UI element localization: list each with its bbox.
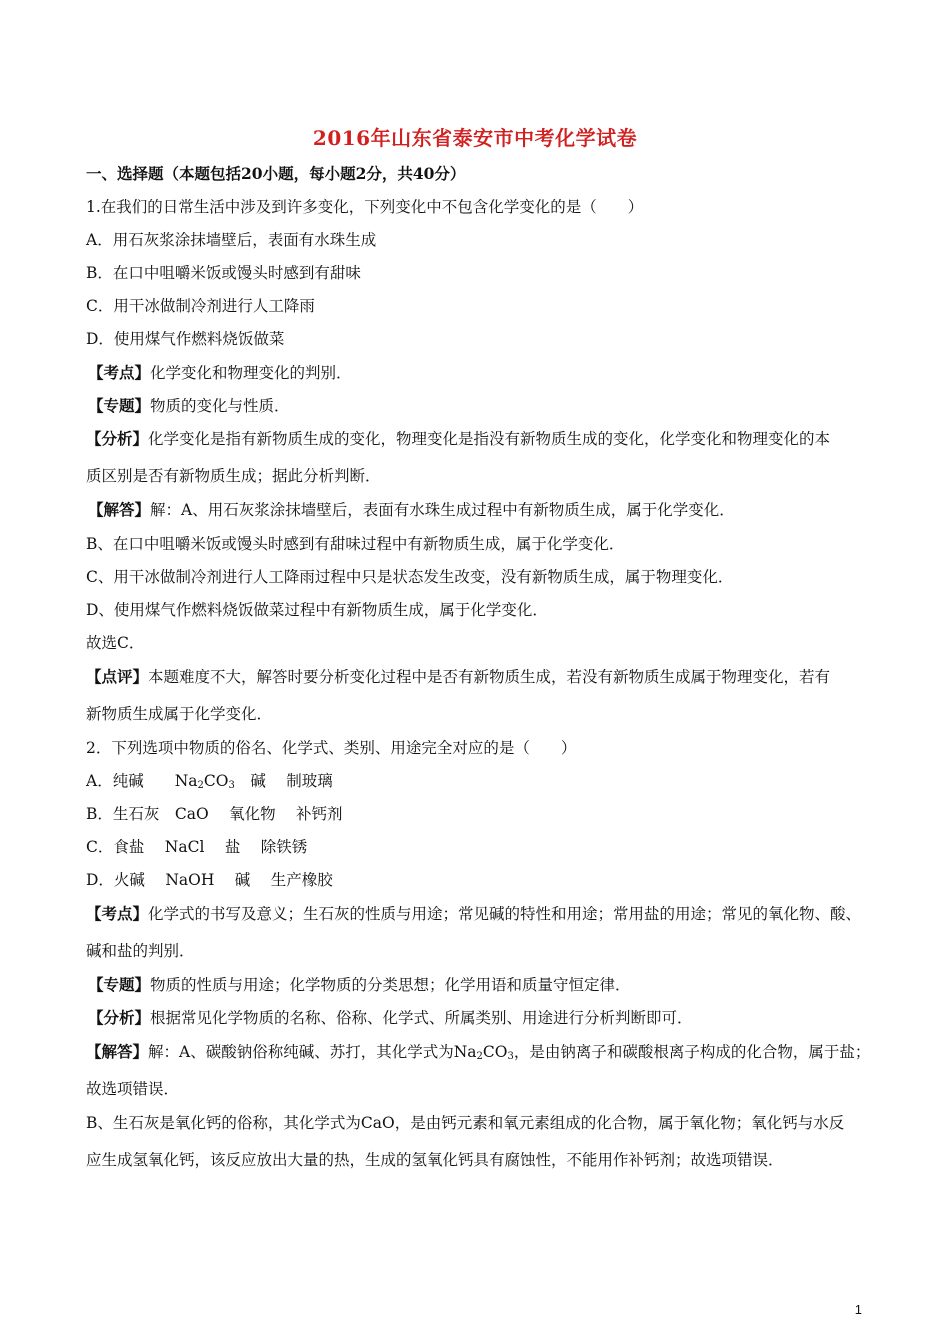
q2-jieda — [86, 1041, 870, 1068]
q2-kaodian — [86, 903, 861, 925]
q2-jieda-b: B、生石灰是氧化钙的俗称，其化学式为CaO，是由钙元素和氧元素组成的化合物，属于氧化物；氧化钙与水反 — [86, 1114, 845, 1132]
section-heading: 一、选择题（本题包括20小题，每小题2分，共40分） — [86, 164, 466, 183]
q1-fenxi-cont: 质区别是否有新物质生成；据此分析判断． — [86, 467, 381, 485]
q2-zhuanti — [88, 974, 631, 996]
jieda-tag: 【解答】 — [86, 1042, 149, 1061]
exam-title: 2016年山东省泰安市中考化学试卷 — [312, 126, 638, 150]
jieda-rest: ，是由钠离子和碳酸根离子构成的化合物，属于盐； — [513, 1043, 871, 1061]
jieda-tag: 【解答】 — [88, 500, 151, 519]
jieda-text: 解：A、用石灰浆涂抹墙壁后，表面有水珠生成过程中有新物质生成，属于化学变化． — [150, 501, 735, 519]
q1-answer: 故选C． — [86, 634, 145, 652]
dianping-tag: 【点评】 — [86, 667, 149, 686]
q1-jieda-b: B、在口中咀嚼米饭或馒头时感到有甜味过程中有新物质生成，属于化学变化． — [86, 535, 625, 553]
q1-stem: 1.在我们的日常生活中涉及到许多变化，下列变化中不包含化学变化的是（ ） — [86, 198, 644, 216]
zhuanti-text: 物质的变化与性质． — [150, 397, 290, 415]
q1-kaodian — [88, 362, 352, 384]
q1-option-a: A．用石灰浆涂抹墙壁后，表面有水珠生成 — [86, 231, 377, 249]
kaodian-tag: 【考点】 — [88, 363, 151, 382]
q2-option-a-formula: CO — [203, 772, 229, 790]
kaodian-text: 化学式的书写及意义；生石灰的性质与用途；常见碱的特性和用途；常用盐的用途；常见的氧化物、酸、 — [148, 905, 862, 923]
subscript: 2 — [197, 780, 204, 791]
subscript: 3 — [507, 1051, 514, 1062]
q2-stem: 2．下列选项中物质的俗名、化学式、类别、用途完全对应的是（ ） — [86, 739, 577, 757]
fenxi-tag: 【分析】 — [86, 429, 149, 448]
kaodian-text: 化学变化和物理变化的判别． — [150, 364, 352, 382]
dianping-text: 本题难度不大，解答时要分析变化过程中是否有新物质生成，若没有新物质生成属于物理变化，若有 — [148, 668, 831, 686]
q2-option-a — [86, 770, 333, 797]
q1-jieda-c: C、用干冰做制冷剂进行人工降雨过程中只是状态发生改变，没有新物质生成，属于物理变化． — [86, 568, 734, 586]
formula-text: CO — [482, 1043, 508, 1061]
q2-kaodian-cont: 碱和盐的判别． — [86, 942, 195, 960]
subscript: 3 — [228, 780, 235, 791]
fenxi-text: 根据常见化学物质的名称、俗称、化学式、所属类别、用途进行分析判断即可． — [150, 1009, 693, 1027]
q1-fenxi — [86, 428, 830, 450]
kaodian-tag: 【考点】 — [86, 904, 149, 923]
fenxi-tag: 【分析】 — [88, 1008, 151, 1027]
q2-option-a-rest: 碱 制玻璃 — [234, 772, 333, 790]
q2-option-d: D．火碱 NaOH 碱 生产橡胶 — [86, 871, 333, 889]
q1-zhuanti — [88, 395, 290, 417]
q1-jieda-d: D、使用煤气作燃料烧饭做菜过程中有新物质生成，属于化学变化． — [86, 601, 548, 619]
q2-fenxi — [88, 1007, 693, 1029]
q1-option-d: D．使用煤气作燃料烧饭做菜 — [86, 330, 285, 348]
zhuanti-tag: 【专题】 — [88, 975, 151, 994]
q2-option-c: C．食盐 NaCl 盐 除铁锈 — [86, 838, 308, 856]
q2-option-a-text: A．纯碱 Na — [86, 772, 198, 790]
fenxi-text: 化学变化是指有新物质生成的变化，物理变化是指没有新物质生成的变化，化学变化和物理变化的本 — [148, 430, 831, 448]
page-number: 1 — [854, 1302, 862, 1317]
jieda-text: 解：A、碳酸钠俗称纯碱、苏打，其化学式为Na — [148, 1043, 477, 1061]
q1-dianping — [86, 666, 830, 688]
q2-jieda-cont: 故选项错误． — [86, 1080, 180, 1098]
subscript: 2 — [476, 1051, 483, 1062]
q2-jieda-b-cont: 应生成氢氧化钙，该反应放出大量的热，生成的氢氧化钙具有腐蚀性，不能用作补钙剂；故选项错误． — [86, 1151, 784, 1169]
q2-option-b: B．生石灰 CaO 氧化物 补钙剂 — [86, 805, 343, 823]
zhuanti-tag: 【专题】 — [88, 396, 151, 415]
q1-option-b: B．在口中咀嚼米饭或馒头时感到有甜味 — [86, 264, 361, 282]
zhuanti-text: 物质的性质与用途；化学物质的分类思想；化学用语和质量守恒定律． — [150, 976, 631, 994]
q1-option-c: C．用干冰做制冷剂进行人工降雨 — [86, 297, 315, 315]
q1-dianping-cont: 新物质生成属于化学变化． — [86, 705, 273, 723]
q1-jieda — [88, 499, 735, 521]
